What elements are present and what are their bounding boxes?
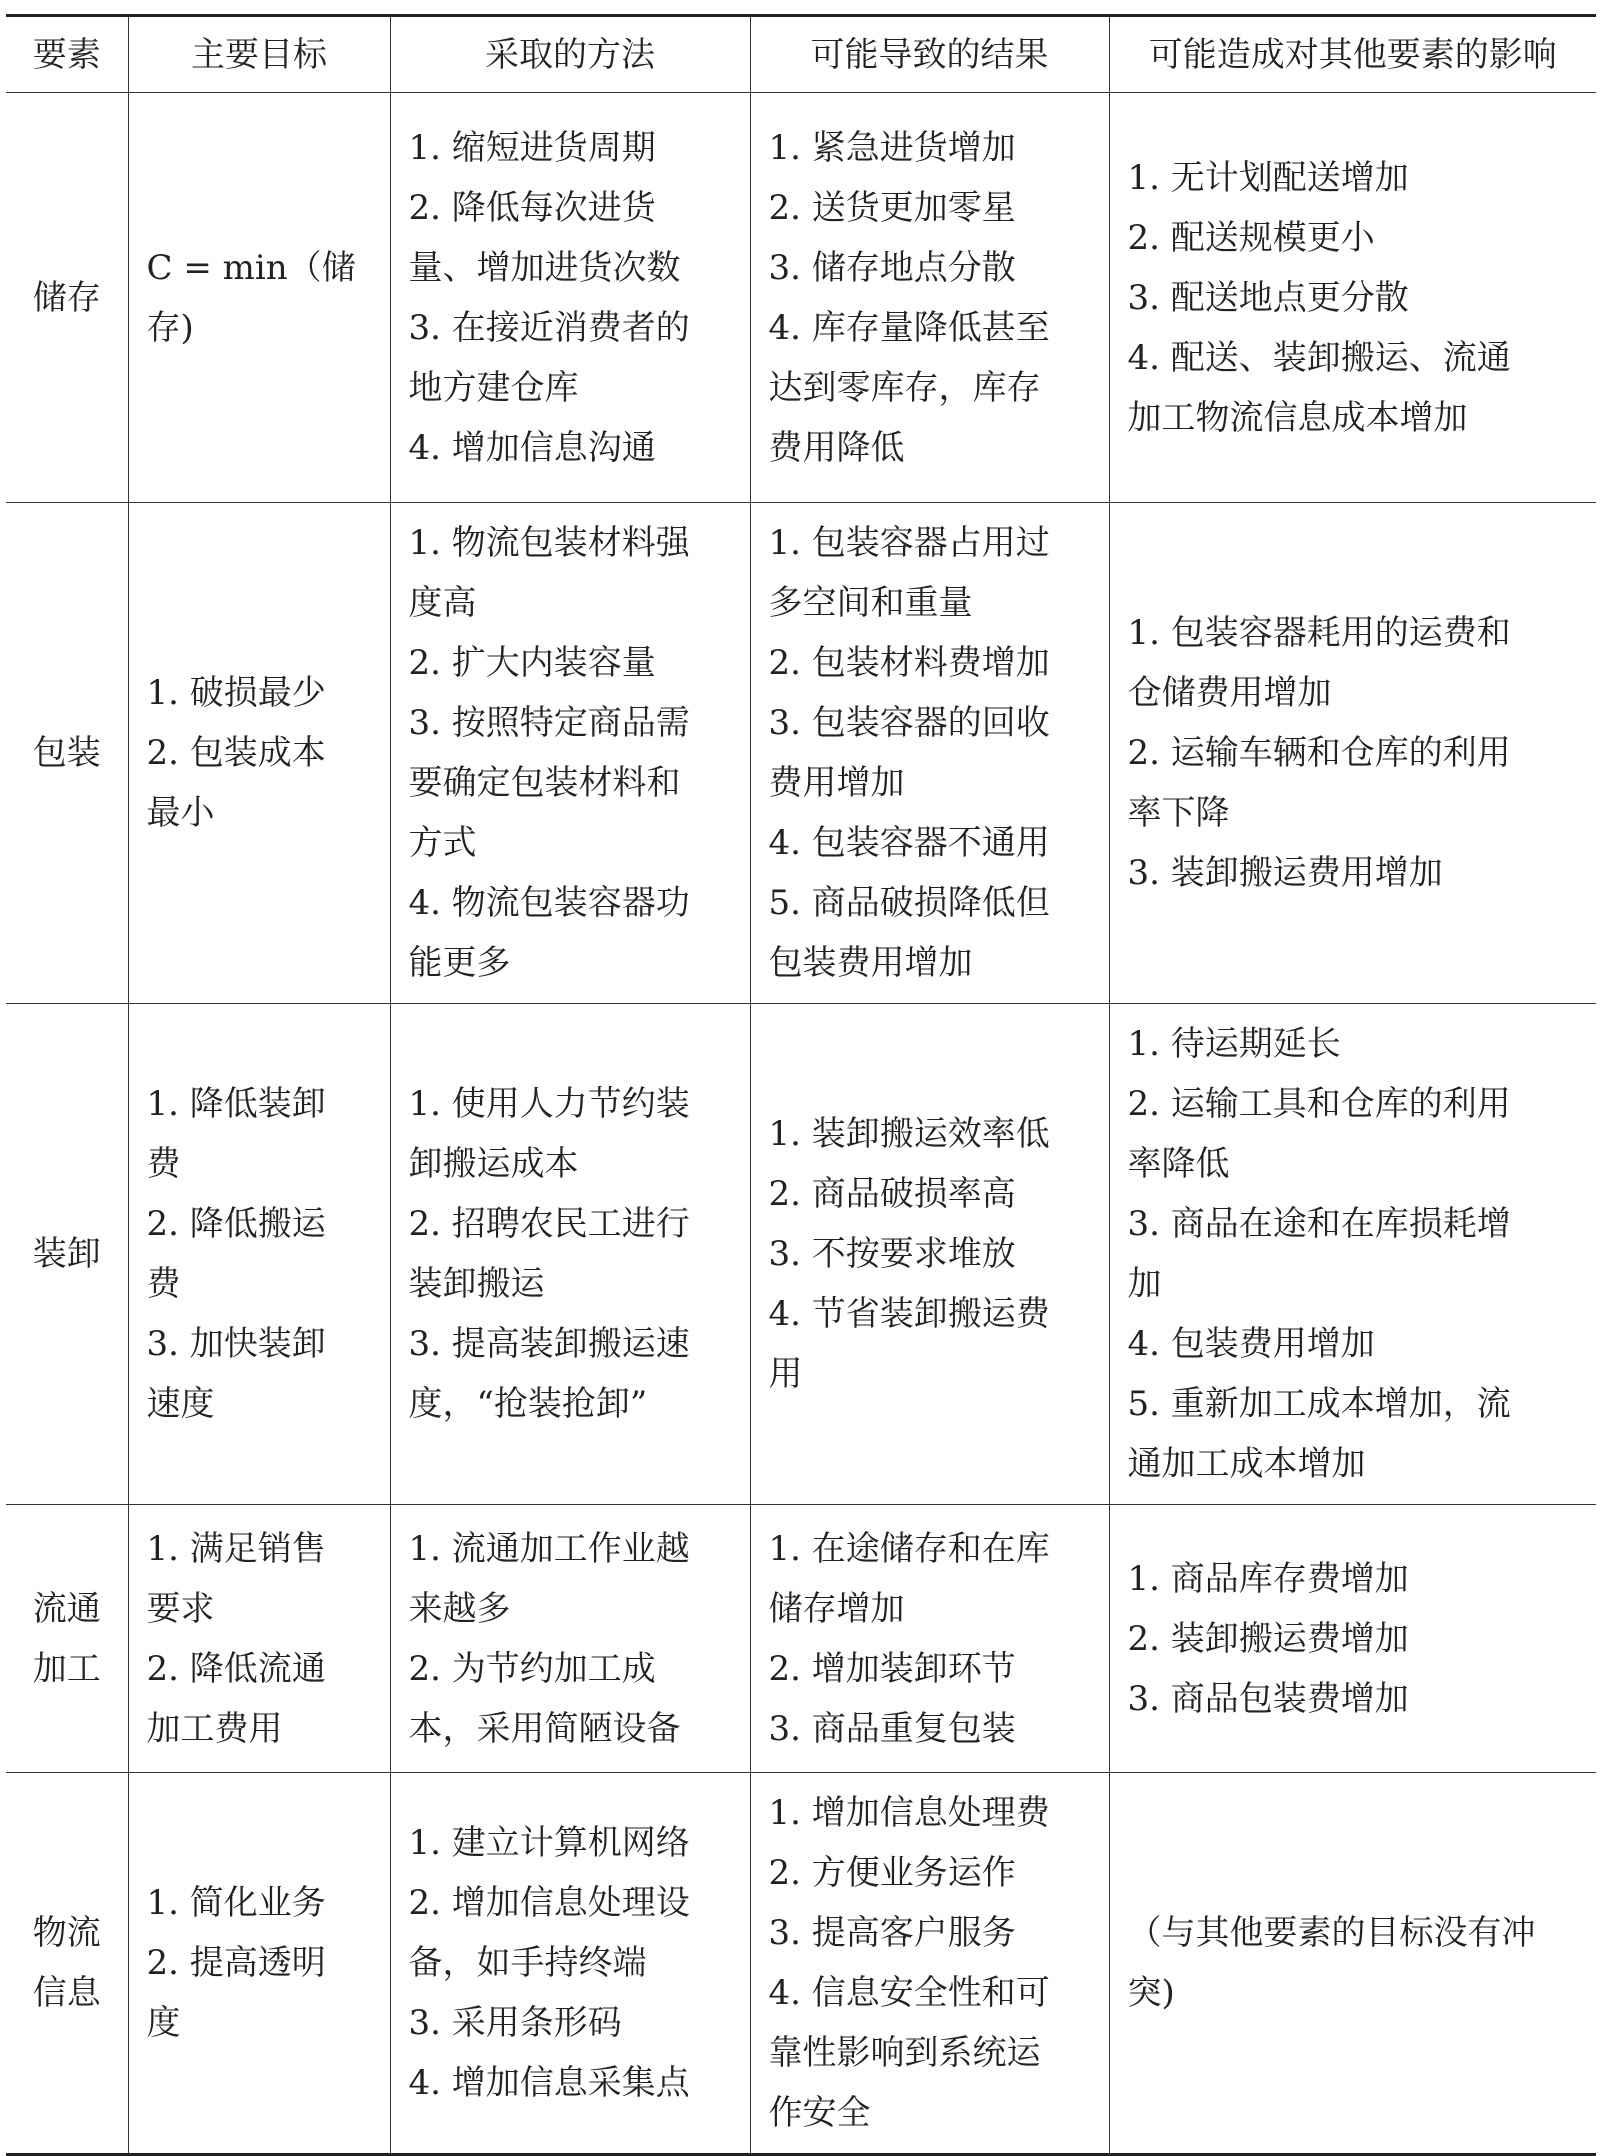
cell-main-goal [128,1505,390,1773]
cell-text-line: 2. 增加装卸环节 [768,1648,1016,1689]
cell-results [750,1505,1109,1773]
cell-main-goal [128,93,390,503]
cell-text-line: 2. 配送规模更小 [1127,217,1375,258]
cell-text-line: 量、增加进货次数 [408,247,681,288]
cell-text-line: 用 [768,1354,803,1394]
cell-methods [390,1773,750,2155]
cell-text-line: 3. 采用条形码 [408,2003,622,2043]
cell-text-line: 信息 [32,1973,101,2013]
cell-text-line: 费 [146,1144,181,1184]
cell-impacts [1109,1505,1596,1773]
cell-text-line: 1. 简化业务 [146,1883,326,1923]
cell-text-line: 2. 运输车辆和仓库的利用 [1127,733,1511,773]
cell-methods [390,1505,750,1773]
cell-text-line: 要求 [146,1588,215,1629]
cell-text-line: 3. 加快装卸 [146,1324,326,1364]
cell-text-line: 本，采用简陋设备 [408,1708,681,1749]
cell-text-line: 突) [1127,1973,1175,2013]
cell-text-line: 2. 方便业务运作 [768,1853,1016,1893]
cell-results [750,93,1109,503]
cell-text-line: 2. 招聘农民工进行 [408,1204,690,1244]
cell-text-line: 2. 包装材料费增加 [768,643,1050,683]
cell-text-line: 3. 商品在途和在库损耗增 [1127,1204,1511,1244]
cell-text-line: 1. 包装容器占用过 [768,523,1050,563]
cell-text-line: 靠性影响到系统运 [768,2033,1041,2073]
cell-text-line: 加工物流信息成本增加 [1127,397,1468,438]
table-row [6,503,1596,1004]
cell-text-line: 4. 增加信息沟通 [408,427,656,468]
cell-text-line: 率下降 [1127,793,1230,833]
cell-text-line: 1. 流通加工作业越 [408,1528,690,1569]
header-results: 可能导致的结果 [750,16,1109,93]
cell-element [6,1004,128,1505]
cell-text-line: 5. 商品破损降低但 [768,883,1050,923]
cell-text-line: 来越多 [408,1588,511,1629]
cell-text-line: 3. 配送地点更分散 [1127,277,1409,318]
cell-text-line: 1. 装卸搬运效率低 [768,1114,1050,1154]
cell-impacts [1109,93,1596,503]
header-element: 要素 [6,16,128,93]
cell-text-line: 要确定包装材料和 [408,763,681,803]
cell-text-line: 地方建仓库 [408,367,579,408]
cell-text-line: 2. 为节约加工成 [408,1648,656,1689]
cell-text-line: 1. 物流包装材料强 [408,523,690,563]
cell-text-line: 3. 在接近消费者的 [408,307,690,348]
cell-impacts [1109,1004,1596,1505]
cell-text-line: 3. 提高客户服务 [768,1913,1016,1953]
cell-text-line: 多空间和重量 [768,583,973,623]
cell-results [750,1004,1109,1505]
cell-impacts [1109,1773,1596,2155]
cell-text-line: 3. 按照特定商品需 [408,703,690,743]
cell-text-line: 1. 商品库存费增加 [1127,1558,1409,1599]
cell-text-line: C = min（储 [146,247,356,288]
cell-text-line: 达到零库存，库存 [768,367,1041,408]
cell-text-line: 包装 [32,733,101,773]
cell-text-line: 1. 使用人力节约装 [408,1084,690,1124]
cell-text-line: 4. 包装费用增加 [1127,1324,1375,1364]
cell-text-line: 4. 库存量降低甚至 [768,307,1050,348]
cell-results [750,1773,1109,2155]
cell-text-line: 仓储费用增加 [1127,673,1332,713]
cell-text-line: 度高 [408,583,477,623]
cell-text-line: 备，如手持终端 [408,1943,647,1983]
cell-text-line: 1. 满足销售 [146,1528,326,1569]
cell-text-line: 存) [146,307,194,348]
header-row [6,16,1596,93]
cell-methods [390,93,750,503]
cell-text-line: 速度 [146,1384,215,1424]
header-methods: 采取的方法 [390,16,750,93]
cell-text-line: 包装费用增加 [768,943,973,983]
cell-text-line: 3. 装卸搬运费用增加 [1127,853,1443,893]
cell-text-line: 1. 紧急进货增加 [768,127,1016,168]
cell-text-line: 4. 增加信息采集点 [408,2063,690,2103]
cell-text-line: 1. 无计划配送增加 [1127,157,1409,198]
cell-text-line: 3. 商品重复包装 [768,1708,1016,1749]
cell-text-line: 1. 包装容器耗用的运费和 [1127,613,1511,653]
header-main-goal: 主要目标 [128,16,390,93]
cell-text-line: 1. 降低装卸 [146,1084,326,1124]
cell-text-line: 度 [146,2003,181,2043]
table-row [6,93,1596,503]
cell-impacts [1109,503,1596,1004]
cell-element [6,1773,128,2155]
cell-text-line: 2. 送货更加零星 [768,187,1016,228]
cell-text-line: 3. 提高装卸搬运速 [408,1324,690,1364]
cell-text-line: 2. 降低搬运 [146,1204,326,1244]
cell-text-line: 作安全 [768,2093,871,2133]
cell-text-line: 4. 配送、装卸搬运、流通 [1127,337,1511,378]
cell-element [6,1505,128,1773]
cell-text-line: 3. 商品包装费增加 [1127,1678,1409,1719]
header-impacts: 可能造成对其他要素的影响 [1109,16,1596,93]
cell-text-line: 装卸搬运 [408,1264,545,1304]
cell-text-line: 加 [1127,1264,1162,1304]
cell-text-line: 费 [146,1264,181,1304]
cell-methods [390,1004,750,1505]
logistics-elements-table [6,14,1596,2156]
cell-text-line: 1. 破损最少 [146,673,326,713]
cell-text-line: 4. 物流包装容器功 [408,883,690,923]
cell-text-line: 2. 降低流通 [146,1648,326,1689]
cell-text-line: 费用增加 [768,763,905,803]
cell-results [750,503,1109,1004]
cell-text-line: 加工 [32,1648,101,1689]
cell-methods [390,503,750,1004]
cell-text-line: 卸搬运成本 [408,1144,579,1184]
cell-text-line: 流通 [32,1588,101,1629]
cell-text-line: 1. 待运期延长 [1127,1024,1341,1064]
cell-text-line: 4. 包装容器不通用 [768,823,1050,863]
cell-text-line: 最小 [146,793,215,833]
cell-text-line: 4. 信息安全性和可 [768,1973,1050,2013]
cell-text-line: 2. 包装成本 [146,733,326,773]
cell-text-line: 1. 在途储存和在库 [768,1528,1050,1569]
table-body [6,93,1596,2155]
cell-text-line: 方式 [408,823,477,863]
cell-text-line: 2. 提高透明 [146,1943,326,1983]
cell-text-line: 加工费用 [146,1708,283,1749]
cell-text-line: 2. 降低每次进货 [408,187,656,228]
cell-text-line: 4. 节省装卸搬运费 [768,1294,1050,1334]
cell-text-line: 通加工成本增加 [1127,1444,1366,1484]
cell-text-line: 2. 扩大内装容量 [408,643,656,683]
cell-text-line: 率降低 [1127,1144,1230,1184]
table-header [6,16,1596,93]
cell-text-line: 1. 增加信息处理费 [768,1793,1050,1833]
cell-text-line: 2. 装卸搬运费增加 [1127,1618,1409,1659]
cell-text-line: 2. 增加信息处理设 [408,1883,690,1923]
cell-text-line: 装卸 [32,1234,101,1274]
cell-text-line: 5. 重新加工成本增加，流 [1127,1384,1511,1424]
cell-text-line: 1. 缩短进货周期 [408,127,656,168]
cell-text-line: 1. 建立计算机网络 [408,1823,690,1863]
cell-text-line: 费用降低 [768,427,905,468]
cell-element [6,93,128,503]
cell-element [6,503,128,1004]
cell-text-line: 3. 包装容器的回收 [768,703,1050,743]
cell-main-goal [128,1004,390,1505]
table-row [6,1004,1596,1505]
cell-main-goal [128,503,390,1004]
table-row [6,1773,1596,2155]
cell-main-goal [128,1773,390,2155]
table-row [6,1505,1596,1773]
cell-text-line: 度，“抢装抢卸” [408,1384,648,1424]
cell-text-line: （与其他要素的目标没有冲 [1127,1913,1536,1953]
cell-text-line: 物流 [32,1913,101,1953]
cell-text-line: 储存 [32,277,101,318]
cell-text-line: 2. 商品破损率高 [768,1174,1016,1214]
cell-text-line: 能更多 [408,943,511,983]
cell-text-line: 3. 不按要求堆放 [768,1234,1016,1274]
cell-text-line: 储存增加 [768,1588,905,1629]
cell-text-line: 2. 运输工具和仓库的利用 [1127,1084,1511,1124]
cell-text-line: 3. 储存地点分散 [768,247,1016,288]
